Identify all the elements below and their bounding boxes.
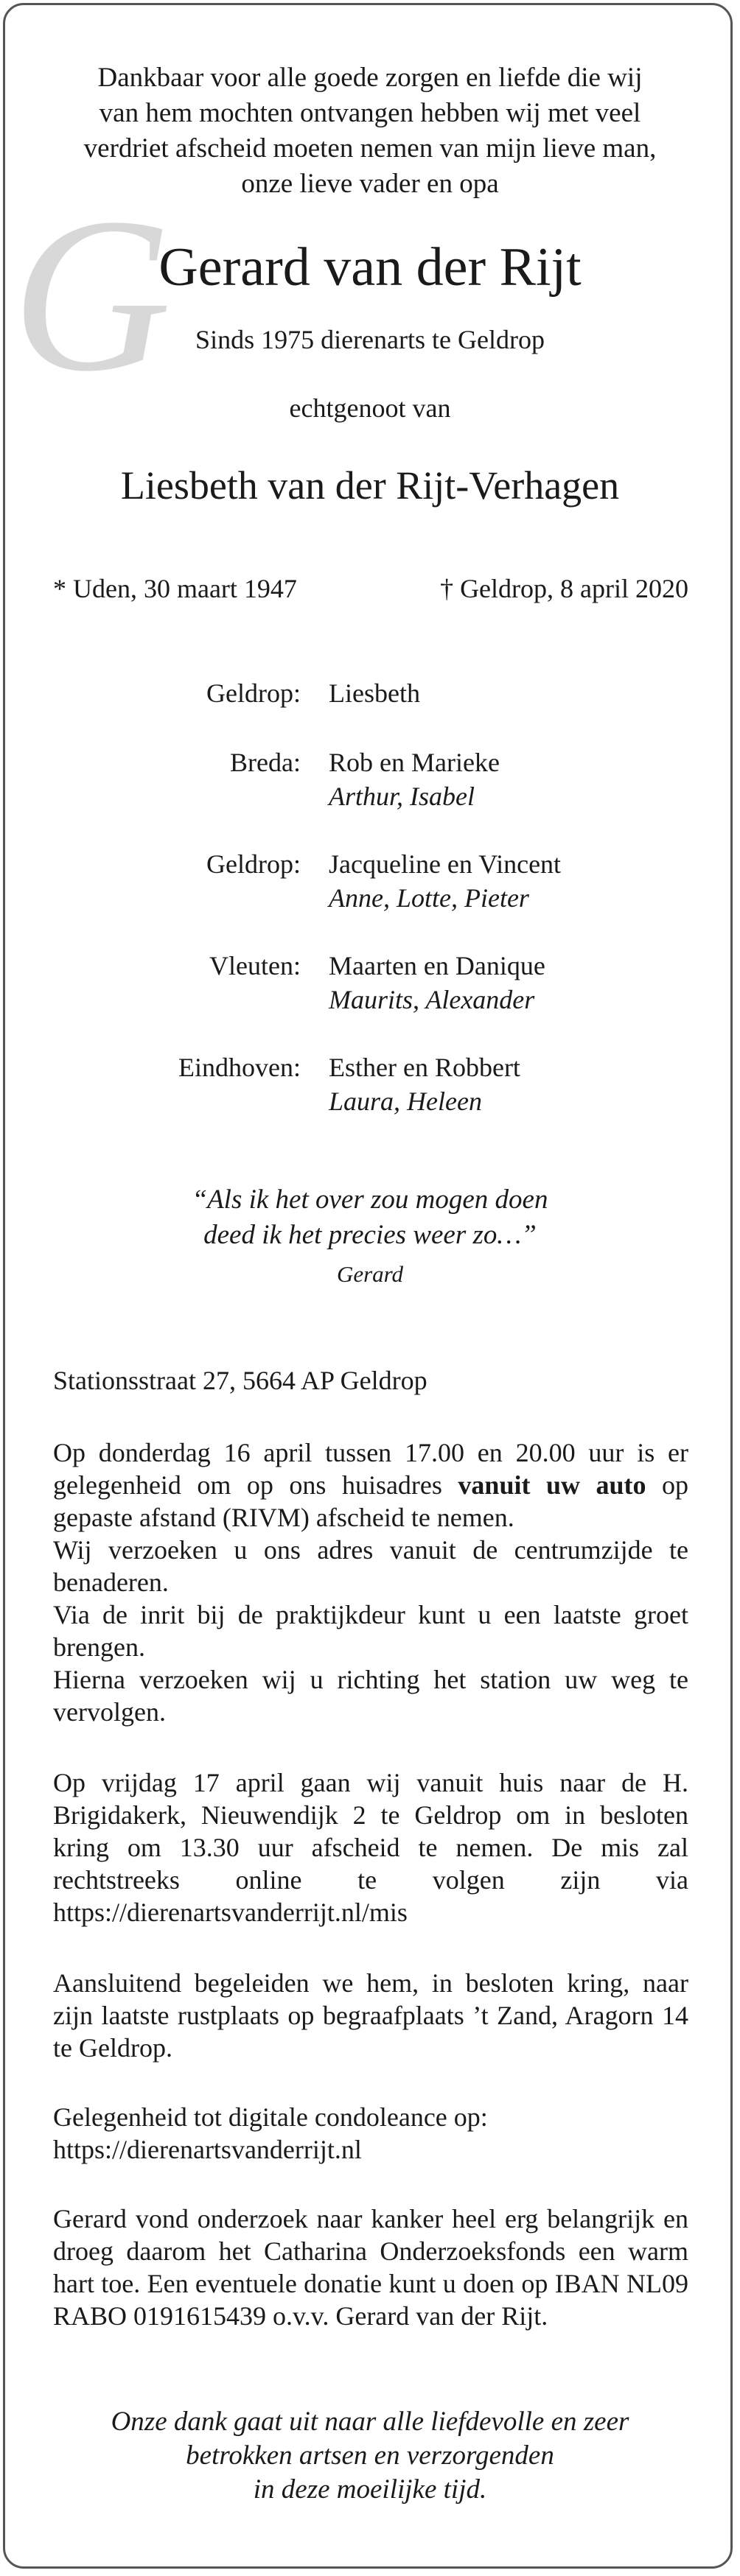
- funeral-paragraph: [53, 1766, 688, 1929]
- quote: [0, 1182, 740, 1253]
- family-children: Anne, Lotte, Pieter: [329, 883, 529, 913]
- family-names: [329, 745, 500, 813]
- family-place: Geldrop:: [206, 849, 301, 879]
- spouse-name: Liesbeth van der Rijt-Verhagen: [120, 463, 620, 508]
- intro-line: Dankbaar voor alle goede zorgen en liefde die wij: [97, 63, 643, 93]
- visitation-emphasis: vanuit uw auto: [458, 1470, 646, 1500]
- funeral-text: Op vrijdag 17 april gaan wij vanuit huis naar de H. Brigidakerk, Nieuwendijk 2 te Geldrop om in besloten kring om 13.30 uur afscheid te nemen. De mis zal rechtstreeks online te volgen zijn via https://dierenartsvanderrijt.nl/mis: [53, 1768, 688, 1927]
- visitation-text: [53, 1436, 688, 1534]
- visitation-paragraph: [53, 1436, 688, 1728]
- family-place: Vleuten:: [209, 951, 301, 980]
- visitation-text: Hierna verzoeken wij u richting het station uw weg te vervolgen.: [53, 1665, 688, 1727]
- donation-text: Gerard vond onderzoek naar kanker heel erg belangrijk en droeg daarom het Catharina Onderzoeksfonds een warm hart toe. Een eventuele donatie kunt u doen op IBAN NL09 RABO 0191615439 o.v.v. Gerard van der Rijt.: [53, 2204, 688, 2331]
- family-names: Liesbeth: [329, 678, 420, 708]
- family-names-text: Rob en Marieke: [329, 748, 500, 777]
- spouse-intro: echtgenoot van: [289, 393, 451, 423]
- closing-line: in deze moeilijke tijd.: [253, 2474, 487, 2505]
- quote-line: deed ik het precies weer zo…”: [203, 1220, 537, 1250]
- closing-line: betrokken artsen en verzorgenden: [186, 2440, 554, 2471]
- death-date: † Geldrop, 8 april 2020: [440, 574, 688, 603]
- family-names-text: Jacqueline en Vincent: [329, 849, 562, 879]
- address-text: Stationsstraat 27, 5664 AP Geldrop: [53, 1366, 427, 1395]
- visitation-text: Via de inrit bij de praktijkdeur kunt u een laatste groet brengen.: [53, 1600, 688, 1662]
- address: [53, 1364, 688, 1397]
- family-names: [329, 949, 545, 1017]
- visitation-text-part: Op donderdag 16 april tussen 17.00 en 20.00 uur is er gelegenheid om op ons huisadres: [53, 1438, 688, 1500]
- family-children: Arthur, Isabel: [329, 782, 475, 811]
- family-names-text: Maarten en Danique: [329, 951, 545, 980]
- condolence-text: Gelegenheid tot digitale condoleance op:: [53, 2102, 488, 2132]
- family-place: Eindhoven:: [178, 1053, 301, 1082]
- family-children: Maurits, Alexander: [329, 985, 535, 1014]
- decorative-initial: G: [12, 172, 172, 417]
- visitation-text: Wij verzoeken u ons adres vanuit de centrumzijde te benaderen.: [53, 1535, 688, 1597]
- subtitle: Sinds 1975 dierenarts te Geldrop: [195, 325, 545, 354]
- condolence-link: https://dierenartsvanderrijt.nl: [53, 2135, 362, 2164]
- family-place: Breda:: [230, 748, 301, 777]
- burial-paragraph: [53, 1967, 688, 2064]
- visitation-text-part: op gepaste afstand (RIVM) afscheid te nemen.: [53, 1470, 689, 1532]
- family-names-text: Esther en Robbert: [329, 1053, 520, 1082]
- quote-line: “Als ik het over zou mogen doen: [192, 1185, 548, 1215]
- family-children: Laura, Heleen: [329, 1087, 482, 1116]
- deceased-name: Gerard van der Rijt: [158, 237, 582, 298]
- family-names: [329, 847, 561, 915]
- donation-paragraph: [53, 2203, 688, 2332]
- family-place: Geldrop:: [206, 678, 301, 708]
- birth-date: * Uden, 30 maart 1947: [53, 574, 297, 603]
- closing-line: Onze dank gaat uit naar alle liefdevolle en zeer: [111, 2407, 629, 2437]
- intro-line: onze lieve vader en opa: [241, 169, 499, 199]
- intro-line: verdriet afscheid moeten nemen van mijn lieve man,: [83, 133, 657, 164]
- burial-text: Aansluitend begeleiden we hem, in besloten kring, naar zijn laatste rustplaats op begraafplaats ’t Zand, Aragorn 14 te Geldrop.: [53, 1968, 688, 2063]
- quote-author: Gerard: [336, 1261, 404, 1287]
- intro-line: van hem mochten ontvangen hebben wij met veel: [99, 98, 641, 128]
- family-names: [329, 1050, 520, 1118]
- condolence-paragraph: [53, 2101, 688, 2166]
- closing-text: [0, 2405, 740, 2507]
